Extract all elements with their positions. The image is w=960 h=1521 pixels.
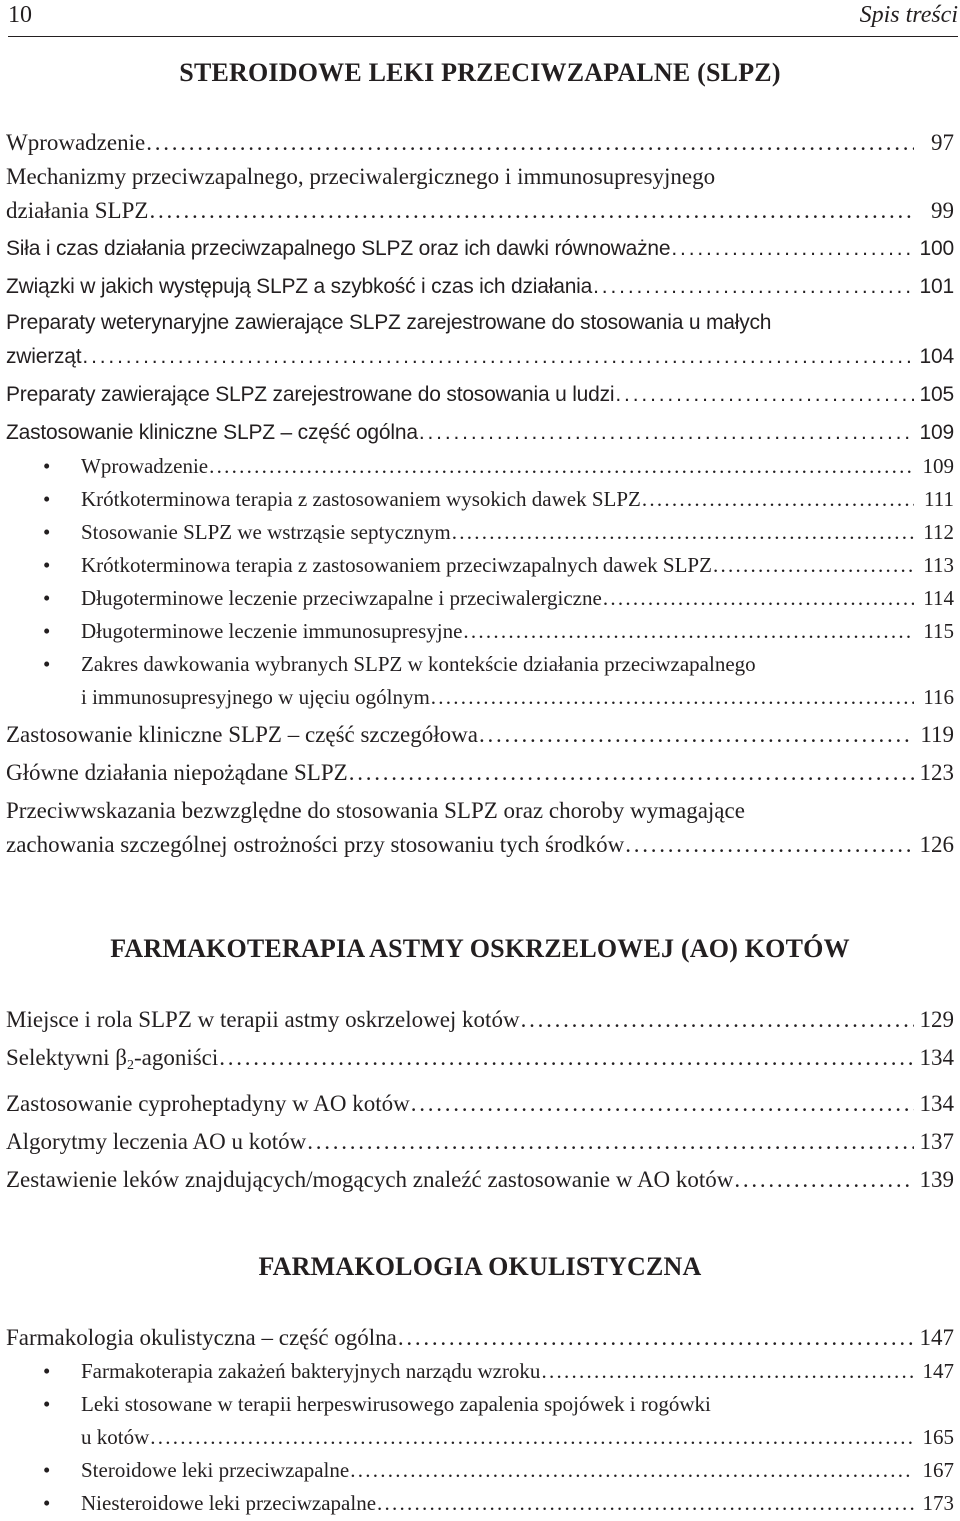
section-title: FARMAKOLOGIA OKULISTYCZNA [258, 1252, 702, 1281]
toc-entry[interactable]: Zastosowanie kliniczne SLPZ – część ogólna . . . 109 [6, 416, 954, 450]
toc-entry[interactable]: Zastosowanie cyproheptadyny w AO kotów . . . 134 [6, 1087, 954, 1121]
page-header [8, 0, 958, 37]
bullet-icon: • [43, 619, 51, 643]
page-ref: 113 [923, 553, 954, 577]
bullet-icon: • [43, 520, 51, 544]
page-ref: 173 [922, 1491, 954, 1515]
section-title: STEROIDOWE LEKI PRZECIWZAPALNE (SLPZ) [179, 58, 781, 87]
toc-subentry[interactable]: • Farmakoterapia zakażeń bakteryjnych narządu wzroku . . . 147 [6, 1355, 954, 1388]
toc-entry[interactable]: Selektywni $\beta_2$-agoniści . . . 134 [6, 1041, 954, 1083]
page-ref: 114 [923, 586, 954, 610]
page-ref: 100 [919, 237, 954, 260]
toc-entry[interactable]: Zastosowanie kliniczne SLPZ – część szczegółowa . . . 119 [6, 718, 954, 752]
page-ref: 105 [919, 383, 954, 406]
page-ref: 116 [923, 685, 954, 709]
toc-entry[interactable]: Mechanizmy przeciwzapalnego, przeciwalergicznego i immunosupresyjnego działania SLPZ . . . 99 [6, 160, 954, 228]
toc-subentry[interactable]: • Steroidowe leki przeciwzapalne . . . 167 [6, 1454, 954, 1487]
toc-subentry[interactable]: • Niesteroidowe leki przeciwzapalne . . . 173 [6, 1487, 954, 1520]
bullet-icon: • [43, 1491, 51, 1515]
page-ref: 97 [931, 130, 954, 155]
page-ref: 126 [919, 832, 954, 857]
page-ref: 134 [919, 1045, 954, 1070]
toc-entry[interactable]: Główne działania niepożądane SLPZ . . . 123 [6, 756, 954, 790]
toc-subentry[interactable]: • Leki stosowane w terapii herpeswirusowego zapalenia spojówek i rogówki u kotów . . . 165 [6, 1388, 954, 1454]
toc-entry[interactable]: Farmakologia okulistyczna – część ogólna . . . 147 [6, 1321, 954, 1355]
page-ref: 112 [923, 520, 954, 544]
toc-entry[interactable]: Siła i czas działania przeciwzapalnego SLPZ oraz ich dawki równoważne . . . 100 [6, 232, 954, 266]
page-ref: 137 [919, 1129, 954, 1154]
page-ref: 99 [931, 198, 954, 223]
bullet-icon: • [43, 1458, 51, 1482]
page-ref: 147 [919, 1325, 954, 1350]
toc-entry[interactable]: Miejsce i rola SLPZ w terapii astmy oskrzelowej kotów . . . 129 [6, 1003, 954, 1037]
page-ref: 129 [919, 1007, 954, 1032]
page-ref: 123 [919, 760, 954, 785]
toc-entry[interactable]: Wprowadzenie . . . 97 [6, 126, 954, 160]
section-title: FARMAKOTERAPIA ASTMY OSKRZELOWEJ (AO) KOTÓW [110, 934, 850, 963]
page-ref: 165 [922, 1425, 954, 1449]
toc-section-ophthalmology [6, 1321, 954, 1520]
bullet-icon: • [43, 586, 51, 610]
toc-subentry[interactable]: • Wprowadzenie . . . 109 [6, 450, 954, 483]
page-ref: 134 [919, 1091, 954, 1116]
toc-section-asthma [6, 1003, 954, 1197]
page-ref: 115 [923, 619, 954, 643]
bullet-icon: • [43, 652, 51, 676]
bullet-icon: • [43, 454, 51, 478]
toc-subentry[interactable]: • Zakres dawkowania wybranych SLPZ w kontekście działania przeciwzapalnego i immunosupresyjnego w ujęciu ogólnym . . . 116 [6, 648, 954, 714]
toc-subentry[interactable]: • Długoterminowe leczenie przeciwzapalne i przeciwalergiczne . . . 114 [6, 582, 954, 615]
page-ref: 109 [919, 421, 954, 444]
toc-subentry[interactable]: • Długoterminowe leczenie immunosupresyjne . . . 115 [6, 615, 954, 648]
running-title: Spis treści [859, 2, 958, 28]
toc-entry[interactable]: Preparaty zawierające SLPZ zarejestrowane do stosowania u ludzi . . . 105 [6, 378, 954, 412]
page-number: 10 [8, 2, 32, 28]
page-ref: 104 [919, 345, 954, 368]
toc-subentry[interactable]: • Krótkoterminowa terapia z zastosowaniem wysokich dawek SLPZ . . . 111 [6, 483, 954, 516]
toc-entry[interactable]: Algorytmy leczenia AO u kotów . . . 137 [6, 1125, 954, 1159]
toc-subentry[interactable]: • Krótkoterminowa terapia z zastosowaniem przeciwzapalnych dawek SLPZ . . . 113 [6, 549, 954, 582]
bullet-icon: • [43, 487, 51, 511]
page-ref: 167 [922, 1458, 954, 1482]
page-ref: 111 [924, 487, 954, 511]
bullet-icon: • [43, 553, 51, 577]
bullet-icon: • [43, 1359, 51, 1383]
page-ref: 119 [920, 722, 954, 747]
toc-subentry[interactable]: • Stosowanie SLPZ we wstrząsie septycznym . . . 112 [6, 516, 954, 549]
bullet-icon: • [43, 1392, 51, 1416]
toc-entry[interactable]: Przeciwwskazania bezwzględne do stosowania SLPZ oraz choroby wymagające zachowania szczególnej ostrożności przy stosowaniu tych środków . . . 126 [6, 794, 954, 862]
toc-section-steroids [6, 126, 954, 862]
page-ref: 147 [922, 1359, 954, 1383]
page-ref: 139 [919, 1167, 954, 1192]
toc-entry[interactable]: Zestawienie leków znajdujących/mogących znaleźć zastosowanie w AO kotów . . . 139 [6, 1163, 954, 1197]
toc-entry[interactable]: Preparaty weterynaryjne zawierające SLPZ zarejestrowane do stosowania u małych zwierząt . . . 104 [6, 306, 954, 374]
toc-entry[interactable]: Związki w jakich występują SLPZ a szybkość i czas ich działania . . . 101 [6, 270, 954, 304]
page-ref: 109 [922, 454, 954, 478]
page-ref: 101 [919, 275, 954, 298]
